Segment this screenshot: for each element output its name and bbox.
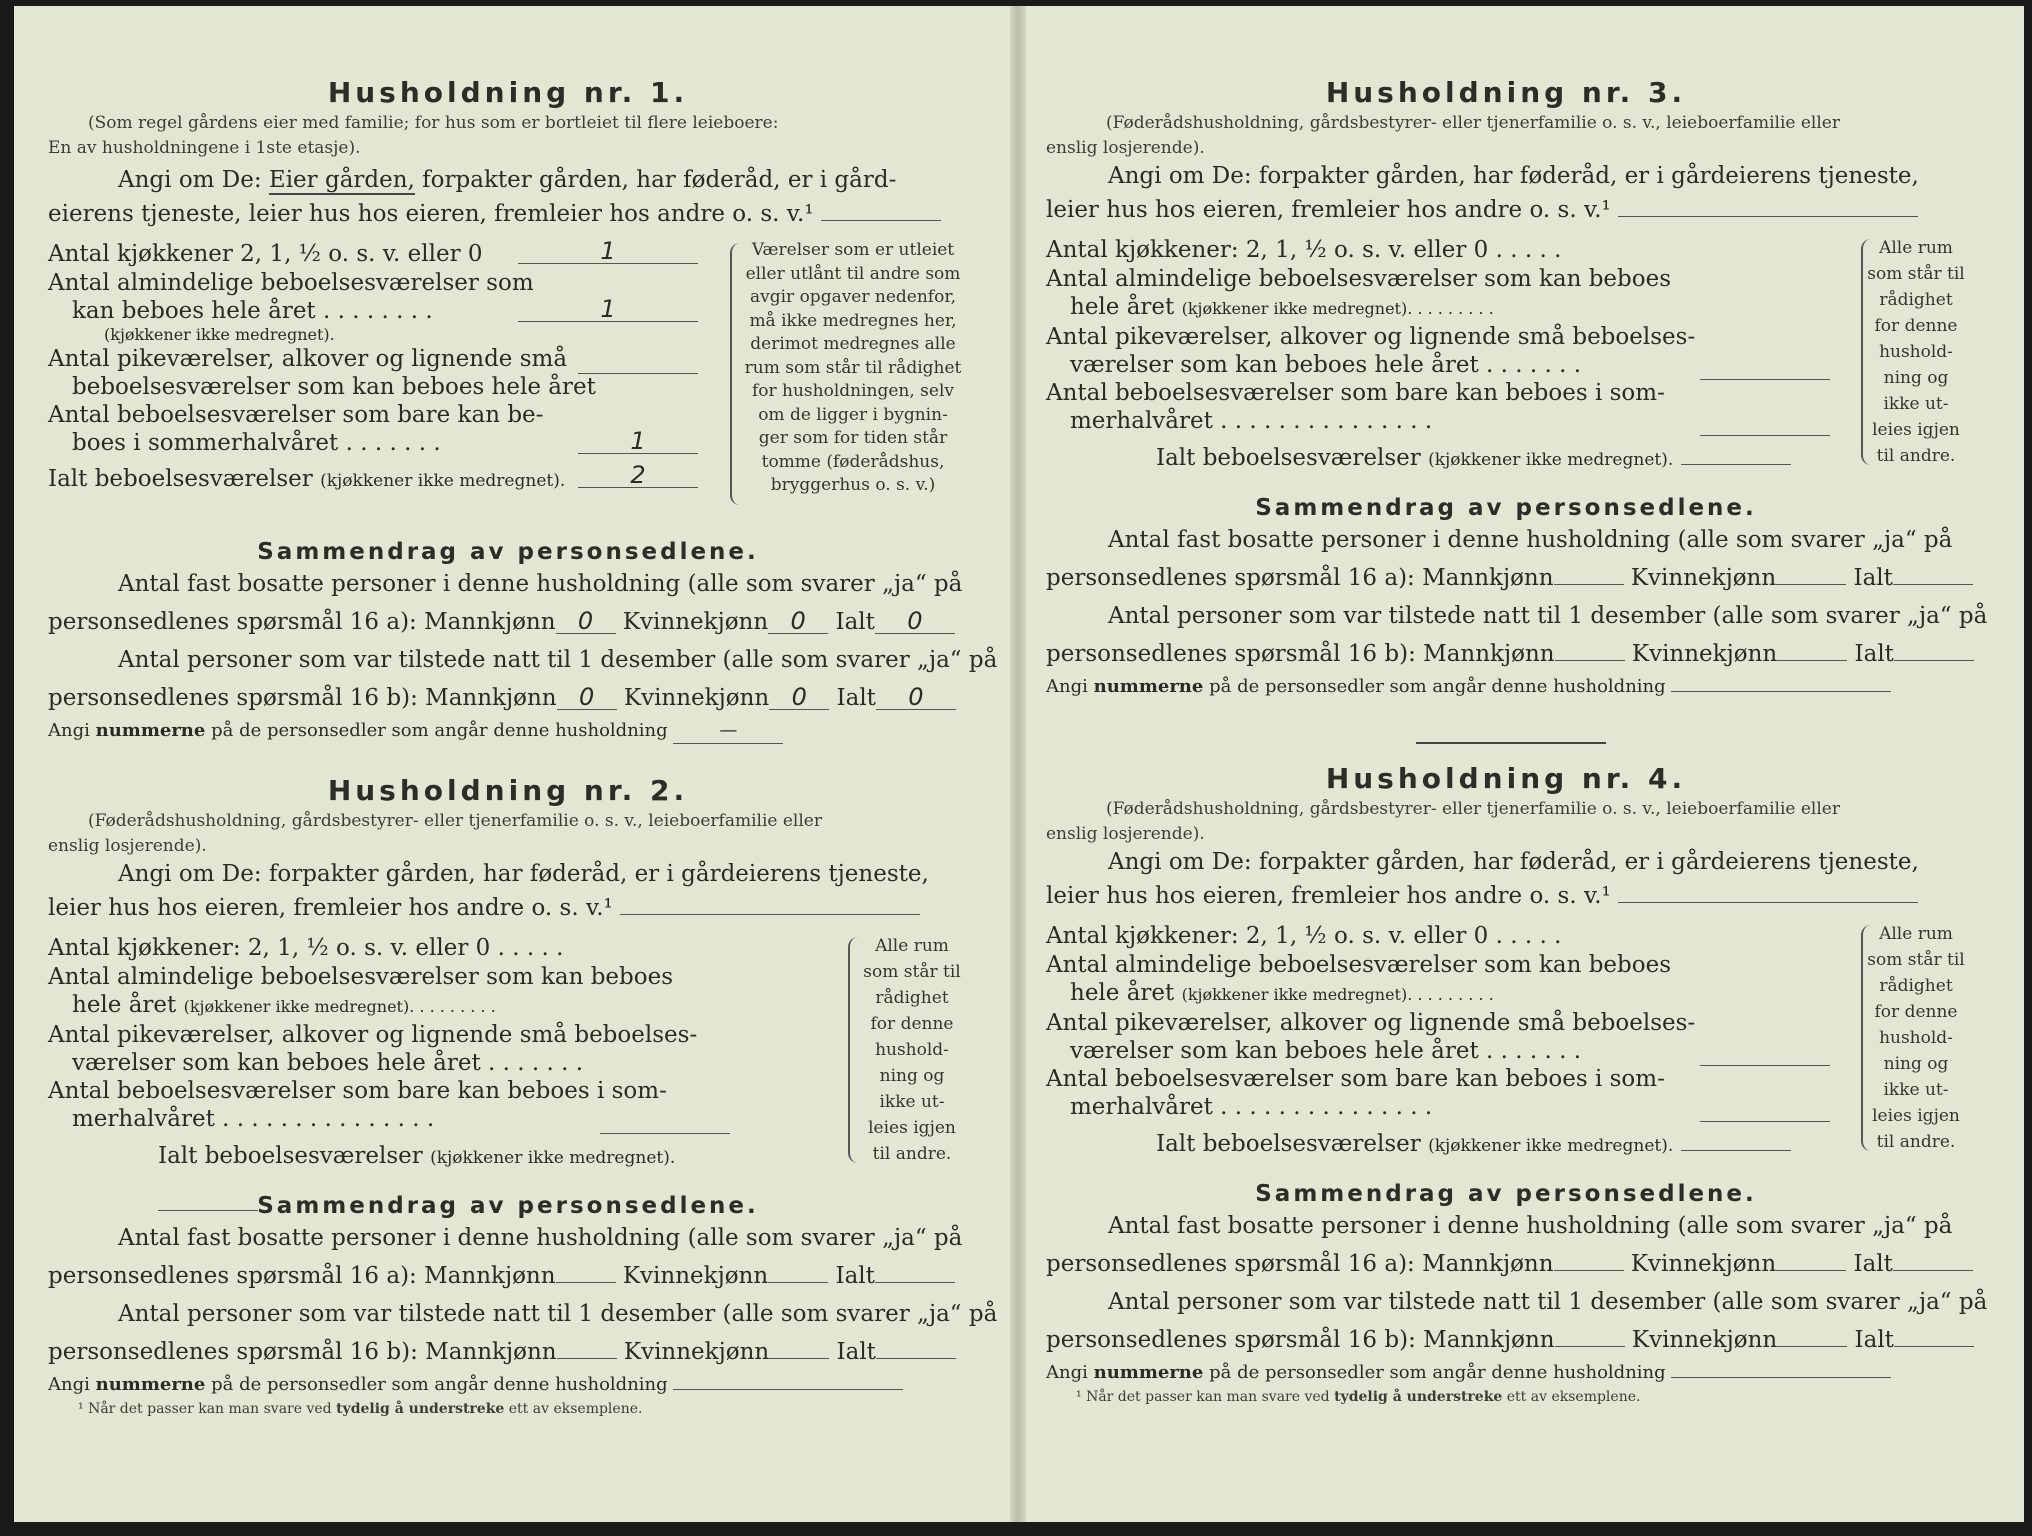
angi-answer-underlined: Eier gården, — [268, 167, 415, 193]
angi-blank — [821, 202, 941, 221]
section-separator — [1416, 742, 1606, 744]
sommer-row-1: Antal beboelsesværelser som bare kan beboes i som- — [1046, 380, 1665, 406]
kjokken-row — [48, 239, 708, 269]
mann-label: Mannkjønn — [1423, 641, 1555, 667]
side-note-line: for husholdningen, selv — [751, 381, 955, 401]
alm-row-1: Antal almindelige beboelsesværelser som — [48, 270, 534, 296]
angi-rest: forpakter gården, har føderåd, er i gårdeierens tjeneste, — [1258, 163, 1919, 189]
fast-mann-blank — [1554, 566, 1624, 585]
pike-row-2 — [1046, 351, 1846, 379]
side-note-line: ning og — [1883, 368, 1949, 388]
fast-kvinne-blank — [768, 1264, 828, 1283]
nummer-bold: nummerne — [1093, 676, 1204, 697]
h3-nummer-line — [1046, 673, 1966, 701]
household-4-angi — [1046, 845, 1966, 879]
sommer-row-2 — [1046, 407, 1846, 435]
household-4-note-2: enslig losjerende). — [1046, 824, 1205, 844]
tilstede-ialt-blank — [1894, 642, 1974, 661]
side-note-line: som står til — [1867, 264, 1965, 284]
alm-row-2 — [1046, 979, 1846, 1009]
kvinne-label: Kvinnekjønn — [1630, 1251, 1777, 1277]
tilstede-mann-blank — [557, 1340, 617, 1359]
household-3-title: Husholdning nr. 3. — [1325, 76, 1687, 109]
pike-blank — [1700, 1047, 1830, 1066]
side-note-line: for denne — [870, 1014, 954, 1034]
right-footnote — [1046, 1389, 1966, 1405]
household-1-side-note — [738, 239, 968, 498]
fast-ialt-blank — [1893, 566, 1973, 585]
h1-fast-line-2 — [48, 603, 968, 641]
fast-kvinne-blank — [1776, 566, 1846, 585]
side-note-line: ikke ut- — [1883, 394, 1949, 414]
alm-label: hele året — [72, 992, 177, 1018]
side-note-line: Alle rum — [875, 936, 949, 956]
nummer-bold: nummerne — [1093, 1362, 1204, 1383]
ialt-blank — [158, 1192, 258, 1211]
angi-prefix: Angi om De: — [118, 167, 262, 193]
side-note-line: for denne — [1874, 1002, 1958, 1022]
h1-tilstede-line-1: Antal personer som var tilstede natt til 1 desember (alle som svarer „ja“ på — [118, 647, 998, 673]
h3-fast-line-2 — [1046, 559, 1966, 597]
angi-line-2: leier hus hos eieren, fremleier hos andre o. s. v.¹ — [48, 895, 613, 921]
alm-label: kan beboes hele året . . . . . . . . — [72, 298, 433, 324]
pike-blank — [1700, 361, 1830, 380]
ialt-value: 2 — [578, 463, 698, 488]
fast-ialt-blank — [1893, 1252, 1973, 1271]
side-note-line: bryggerhus o. s. v.) — [770, 475, 936, 495]
nummer-pre: Angi — [48, 720, 90, 741]
h3-tilstede-line-2 — [1046, 635, 1966, 673]
ialt-small: (kjøkkener ikke medregnet). — [1428, 450, 1674, 470]
household-1-rooms — [48, 239, 968, 529]
side-note-line: leies igjen — [1872, 420, 1960, 440]
ialt-row — [48, 457, 708, 503]
alm-small: (kjøkkener ikke medregnet). — [104, 325, 335, 344]
alm-small: (kjøkkener ikke medregnet). . . . . . . . . — [1181, 985, 1494, 1004]
fast-mann-blank — [556, 1264, 616, 1283]
h4-fast-line-2 — [1046, 1245, 1966, 1283]
side-note-line: må ikke medregnes her, — [749, 310, 957, 331]
side-note-line: avgir opgaver nedenfor, — [749, 287, 956, 307]
kvinne-label: Kvinnekjønn — [623, 685, 770, 711]
pike-label: værelser som kan beboes hele året . . . . . . . — [1070, 352, 1582, 378]
ialt-small: (kjøkkener ikke medregnet). — [1428, 1136, 1674, 1156]
alm-row-1: Antal almindelige beboelsesværelser som kan beboes — [1046, 266, 1672, 292]
kjokken-row: Antal kjøkkener: 2, 1, ½ o. s. v. eller 0 . . . . . — [1046, 237, 1562, 263]
nummer-bold: nummerne — [95, 1374, 206, 1395]
angi-blank — [1618, 198, 1918, 217]
household-2-note: (Føderådshusholdning, gårdsbestyrer- eller tjenerfamilie o. s. v., leieboerfamilie eller — [88, 811, 822, 831]
side-note-line: ning og — [879, 1066, 945, 1086]
household-2-side-note — [856, 933, 968, 1167]
side-note-line: til andre. — [1876, 1132, 1956, 1152]
fast-prefix: personsedlenes spørsmål 16 a): — [1046, 1251, 1415, 1277]
household-2-summary-title: Sammendrag av personsedlene. — [257, 1193, 759, 1219]
side-note-line: derimot medregnes alle — [750, 334, 956, 354]
sommer-label: merhalvåret . . . . . . . . . . . . . . . — [1070, 1094, 1433, 1120]
side-note-line: Værelser som er utleiet — [751, 240, 955, 260]
footnote-bold: tydelig å understreke — [1334, 1389, 1503, 1405]
nummer-pre: Angi — [1046, 1362, 1088, 1383]
household-3-side-note — [1866, 235, 1966, 469]
household-2-rooms — [48, 933, 968, 1183]
ialt-label: Ialt beboelsesværelser — [1156, 1131, 1421, 1157]
sommer-row-2 — [48, 1105, 768, 1133]
tilstede-mann-value: 0 — [557, 685, 617, 710]
mann-label: Mannkjønn — [1423, 1327, 1555, 1353]
page-fold — [1010, 6, 1026, 1522]
sommer-row-2 — [48, 429, 708, 457]
ialt-label: Ialt — [1854, 1327, 1894, 1353]
side-note-line: rådighet — [1879, 976, 1953, 996]
side-note-line: rådighet — [1879, 290, 1953, 310]
ialt-label: Ialt beboelsesværelser — [48, 466, 313, 492]
tilstede-prefix: personsedlenes spørsmål 16 b): — [48, 685, 418, 711]
rooms-list — [48, 933, 768, 1227]
tilstede-kvinne-blank — [1777, 1328, 1847, 1347]
ialt-small: (kjøkkener ikke medregnet). — [430, 1148, 676, 1168]
tilstede-mann-blank — [1555, 1328, 1625, 1347]
fast-ialt-value: 0 — [875, 609, 955, 634]
sommer-row-2 — [1046, 1093, 1846, 1121]
h3-fast-line-1: Antal fast bosatte personer i denne husholdning (alle som svarer „ja“ på — [1108, 527, 1953, 553]
household-1-angi-2 — [48, 197, 968, 231]
household-1-note-2: En av husholdningene i 1ste etasje). — [48, 138, 361, 158]
ialt-label: Ialt beboelsesværelser — [1156, 445, 1421, 471]
alm-value: 1 — [518, 297, 698, 322]
side-note-line: ger som for tiden står — [758, 428, 948, 448]
household-2-note-2: enslig losjerende). — [48, 836, 207, 856]
tilstede-ialt-blank — [876, 1340, 956, 1359]
tilstede-kvinne-value: 0 — [769, 685, 829, 710]
alm-row-1: Antal almindelige beboelsesværelser som kan beboes — [48, 964, 674, 990]
side-note-line: hushold- — [1879, 342, 1953, 362]
household-4-angi-2 — [1046, 879, 1966, 913]
rooms-list — [48, 239, 708, 503]
angi-prefix: Angi om De: — [118, 861, 262, 887]
side-note-line: ikke ut- — [1883, 1080, 1949, 1100]
rooms-list — [1046, 235, 1846, 483]
angi-line-2: leier hus hos eieren, fremleier hos andre o. s. v.¹ — [1046, 197, 1611, 223]
tilstede-mann-blank — [1555, 642, 1625, 661]
kvinne-label: Kvinnekjønn — [1631, 1327, 1778, 1353]
household-4-title: Husholdning nr. 4. — [1325, 762, 1687, 795]
side-note-line: til andre. — [872, 1144, 952, 1164]
angi-line-2: leier hus hos eieren, fremleier hos andre o. s. v.¹ — [1046, 883, 1611, 909]
fast-prefix: personsedlenes spørsmål 16 a): — [48, 609, 417, 635]
sommer-row-1: Antal beboelsesværelser som bare kan be- — [48, 402, 544, 428]
household-2-title: Husholdning nr. 2. — [327, 774, 689, 807]
kvinne-label: Kvinnekjønn — [622, 609, 769, 635]
pike-value — [578, 373, 698, 374]
alm-row-2 — [48, 991, 768, 1021]
side-note-line: rådighet — [875, 988, 949, 1008]
footnote-post: ett av eksemplene. — [508, 1401, 643, 1417]
household-2-angi — [48, 857, 968, 891]
ialt-blank — [1681, 446, 1791, 465]
h4-nummer-line — [1046, 1359, 1966, 1387]
footnote-bold: tydelig å understreke — [336, 1401, 505, 1417]
right-page — [1046, 0, 1988, 1516]
side-note-line: ikke ut- — [879, 1092, 945, 1112]
ialt-row — [48, 1133, 768, 1227]
h2-fast-line-2 — [48, 1257, 968, 1295]
side-note-line: hushold- — [875, 1040, 949, 1060]
angi-prefix: Angi om De: — [1108, 849, 1252, 875]
nummer-blank — [1671, 1359, 1891, 1378]
sommer-blank — [600, 1115, 730, 1134]
tilstede-prefix: personsedlenes spørsmål 16 b): — [1046, 1327, 1416, 1353]
fast-prefix: personsedlenes spørsmål 16 a): — [1046, 565, 1415, 591]
h1-nummer-line — [48, 717, 968, 745]
alm-label: hele året — [1070, 294, 1175, 320]
alm-label: hele året — [1070, 980, 1175, 1006]
side-note-line: leies igjen — [868, 1118, 956, 1138]
kvinne-label: Kvinnekjønn — [1630, 565, 1777, 591]
side-note-line: for denne — [1874, 316, 1958, 336]
h2-fast-line-1: Antal fast bosatte personer i denne husholdning (alle som svarer „ja“ på — [118, 1225, 963, 1251]
mann-label: Mannkjønn — [425, 1339, 557, 1365]
footnote-pre: ¹ Når det passer kan man svare ved — [78, 1401, 332, 1417]
sommer-label: merhalvåret . . . . . . . . . . . . . . . — [72, 1106, 435, 1132]
household-4-side-note — [1866, 921, 1966, 1155]
household-3 — [1046, 76, 1988, 701]
tilstede-kvinne-blank — [769, 1340, 829, 1359]
mann-label: Mannkjønn — [424, 609, 556, 635]
household-2-angi-2 — [48, 891, 968, 925]
mann-label: Mannkjønn — [1422, 1251, 1554, 1277]
household-4-note: (Føderådshusholdning, gårdsbestyrer- eller tjenerfamilie o. s. v., leieboerfamilie eller — [1106, 799, 1840, 819]
fast-mann-blank — [1554, 1252, 1624, 1271]
pike-label: værelser som kan beboes hele året . . . . . . . — [1070, 1038, 1582, 1064]
h2-tilstede-line-1: Antal personer som var tilstede natt til 1 desember (alle som svarer „ja“ på — [118, 1301, 998, 1327]
side-note-line: som står til — [863, 962, 961, 982]
alm-row-2 — [1046, 293, 1846, 323]
side-note-line: som står til — [1867, 950, 1965, 970]
sommer-row-1: Antal beboelsesværelser som bare kan beboes i som- — [48, 1078, 667, 1104]
nummer-post: på de personsedler som angår denne husholdning — [211, 720, 668, 741]
side-note-line: eller utlånt til andre som — [745, 263, 961, 284]
ialt-label: Ialt beboelsesværelser — [158, 1143, 423, 1169]
pike-label: beboelsesværelser som kan beboes hele året — [72, 374, 596, 400]
sommer-blank — [1700, 1103, 1830, 1122]
nummer-blank — [1671, 673, 1891, 692]
side-note-line: rum som står til rådighet — [744, 357, 962, 378]
fast-kvinne-blank — [1776, 1252, 1846, 1271]
household-1-angi — [48, 163, 968, 197]
kvinne-label: Kvinnekjønn — [1631, 641, 1778, 667]
left-footnote — [48, 1401, 968, 1417]
alm-small: (kjøkkener ikke medregnet). . . . . . . . . — [1181, 299, 1494, 318]
nummer-post: på de personsedler som angår denne husholdning — [1209, 676, 1666, 697]
h3-tilstede-line-1: Antal personer som var tilstede natt til 1 desember (alle som svarer „ja“ på — [1108, 603, 1988, 629]
angi-rest: forpakter gården, har føderåd, er i gårdeierens tjeneste, — [1258, 849, 1919, 875]
fast-kvinne-value: 0 — [768, 609, 828, 634]
kvinne-label: Kvinnekjønn — [622, 1263, 769, 1289]
sommer-label: boes i sommerhalvåret . . . . . . . — [72, 430, 441, 456]
household-1-note: (Som regel gårdens eier med familie; for hus som er bortleiet til flere leieboere: — [88, 113, 779, 133]
alm-row-1: Antal almindelige beboelsesværelser som kan beboes — [1046, 952, 1672, 978]
left-page — [48, 0, 998, 1516]
angi-blank — [1618, 884, 1918, 903]
alm-row-2 — [48, 297, 708, 325]
angi-blank — [620, 896, 920, 915]
ialt-label: Ialt — [1853, 565, 1893, 591]
tilstede-prefix: personsedlenes spørsmål 16 b): — [48, 1339, 418, 1365]
side-note-line: Alle rum — [1879, 924, 1953, 944]
nummer-bold: nummerne — [95, 720, 206, 741]
kjokken-label: Antal kjøkkener 2, 1, ½ o. s. v. eller 0 — [48, 241, 483, 267]
ialt-label: Ialt — [1853, 1251, 1893, 1277]
footnote-post: ett av eksemplene. — [1506, 1389, 1641, 1405]
household-1 — [48, 76, 998, 745]
household-3-angi — [1046, 159, 1966, 193]
h2-nummer-line — [48, 1371, 968, 1399]
nummer-post: på de personsedler som angår denne husholdning — [1209, 1362, 1666, 1383]
mann-label: Mannkjønn — [425, 685, 557, 711]
kvinne-label: Kvinnekjønn — [623, 1339, 770, 1365]
alm-small: (kjøkkener ikke medregnet). . . . . . . . . — [183, 997, 496, 1016]
mann-label: Mannkjønn — [424, 1263, 556, 1289]
ialt-blank — [1681, 1132, 1791, 1151]
household-3-note: (Føderådshusholdning, gårdsbestyrer- eller tjenerfamilie o. s. v., leieboerfamilie eller — [1106, 113, 1840, 133]
h4-tilstede-line-2 — [1046, 1321, 1966, 1359]
household-2 — [48, 774, 998, 1417]
h1-tilstede-line-2 — [48, 679, 968, 717]
household-4 — [1046, 762, 1988, 1405]
pike-row-2 — [1046, 1037, 1846, 1065]
nummer-pre: Angi — [1046, 676, 1088, 697]
footnote-pre: ¹ Når det passer kan man svare ved — [1076, 1389, 1330, 1405]
kjokken-row: Antal kjøkkener: 2, 1, ½ o. s. v. eller 0 . . . . . — [1046, 923, 1562, 949]
fast-ialt-blank — [875, 1264, 955, 1283]
angi-rest: forpakter gården, har føderåd, er i gård- — [422, 167, 897, 193]
sommer-row-1: Antal beboelsesværelser som bare kan beboes i som- — [1046, 1066, 1665, 1092]
h4-fast-line-1: Antal fast bosatte personer i denne husholdning (alle som svarer „ja“ på — [1108, 1213, 1953, 1239]
pike-row-1: Antal pikeværelser, alkover og lignende små beboelses- — [1046, 1010, 1696, 1036]
sommer-value: 1 — [578, 429, 698, 454]
kjokken-row: Antal kjøkkener: 2, 1, ½ o. s. v. eller 0 . . . . . — [48, 935, 564, 961]
nummer-post: på de personsedler som angår denne husholdning — [211, 1374, 668, 1395]
fast-mann-value: 0 — [556, 609, 616, 634]
ialt-label: Ialt — [836, 1339, 876, 1365]
sommer-label: merhalvåret . . . . . . . . . . . . . . . — [1070, 408, 1433, 434]
h2-tilstede-line-2 — [48, 1333, 968, 1371]
household-4-summary-title: Sammendrag av personsedlene. — [1255, 1181, 1757, 1207]
household-3-note-2: enslig losjerende). — [1046, 138, 1205, 158]
household-1-title: Husholdning nr. 1. — [327, 76, 689, 109]
side-note-line: hushold- — [1879, 1028, 1953, 1048]
ialt-label: Ialt — [836, 685, 876, 711]
ialt-label: Ialt — [835, 609, 875, 635]
nummer-value: — — [673, 719, 783, 744]
side-note-line: ning og — [1883, 1054, 1949, 1074]
pike-row-1: Antal pikeværelser, alkover og lignende små — [48, 346, 568, 372]
ialt-label: Ialt — [835, 1263, 875, 1289]
pike-row-2: værelser som kan beboes hele året . . . . . . . — [72, 1050, 584, 1076]
mann-label: Mannkjønn — [1422, 565, 1554, 591]
side-note-line: leies igjen — [1872, 1106, 1960, 1126]
h4-tilstede-line-1: Antal personer som var tilstede natt til 1 desember (alle som svarer „ja“ på — [1108, 1289, 1988, 1315]
kjokken-value: 1 — [518, 239, 698, 264]
household-4-rooms — [1046, 921, 1966, 1171]
angi-prefix: Angi om De: — [1108, 163, 1252, 189]
ialt-row — [1046, 1121, 1846, 1169]
tilstede-prefix: personsedlenes spørsmål 16 b): — [1046, 641, 1416, 667]
tilstede-ialt-value: 0 — [876, 685, 956, 710]
angi-line-2: eierens tjeneste, leier hus hos eieren, fremleier hos andre o. s. v.¹ — [48, 201, 814, 227]
ialt-small: (kjøkkener ikke medregnet). — [320, 471, 566, 491]
nummer-blank — [673, 1371, 903, 1390]
household-1-summary-title: Sammendrag av personsedlene. — [257, 539, 759, 565]
pike-row-2 — [48, 373, 708, 401]
nummer-pre: Angi — [48, 1374, 90, 1395]
rooms-list — [1046, 921, 1846, 1169]
ialt-label: Ialt — [1854, 641, 1894, 667]
side-note-line: Alle rum — [1879, 238, 1953, 258]
sommer-blank — [1700, 417, 1830, 436]
side-note-line: tomme (føderådshus, — [761, 451, 945, 472]
tilstede-kvinne-blank — [1777, 642, 1847, 661]
household-3-rooms — [1046, 235, 1966, 485]
tilstede-ialt-blank — [1894, 1328, 1974, 1347]
household-3-summary-title: Sammendrag av personsedlene. — [1255, 495, 1757, 521]
pike-row-1: Antal pikeværelser, alkover og lignende små beboelses- — [48, 1022, 698, 1048]
side-note-line: om de ligger i bygnin- — [758, 404, 948, 425]
household-3-angi-2 — [1046, 193, 1966, 227]
ialt-row — [1046, 435, 1846, 483]
fast-prefix: personsedlenes spørsmål 16 a): — [48, 1263, 417, 1289]
angi-rest: forpakter gården, har føderåd, er i gårdeierens tjeneste, — [268, 861, 929, 887]
h1-fast-line-1: Antal fast bosatte personer i denne husholdning (alle som svarer „ja“ på — [118, 571, 963, 597]
pike-row-1: Antal pikeværelser, alkover og lignende små beboelses- — [1046, 324, 1696, 350]
side-note-line: til andre. — [1876, 446, 1956, 466]
